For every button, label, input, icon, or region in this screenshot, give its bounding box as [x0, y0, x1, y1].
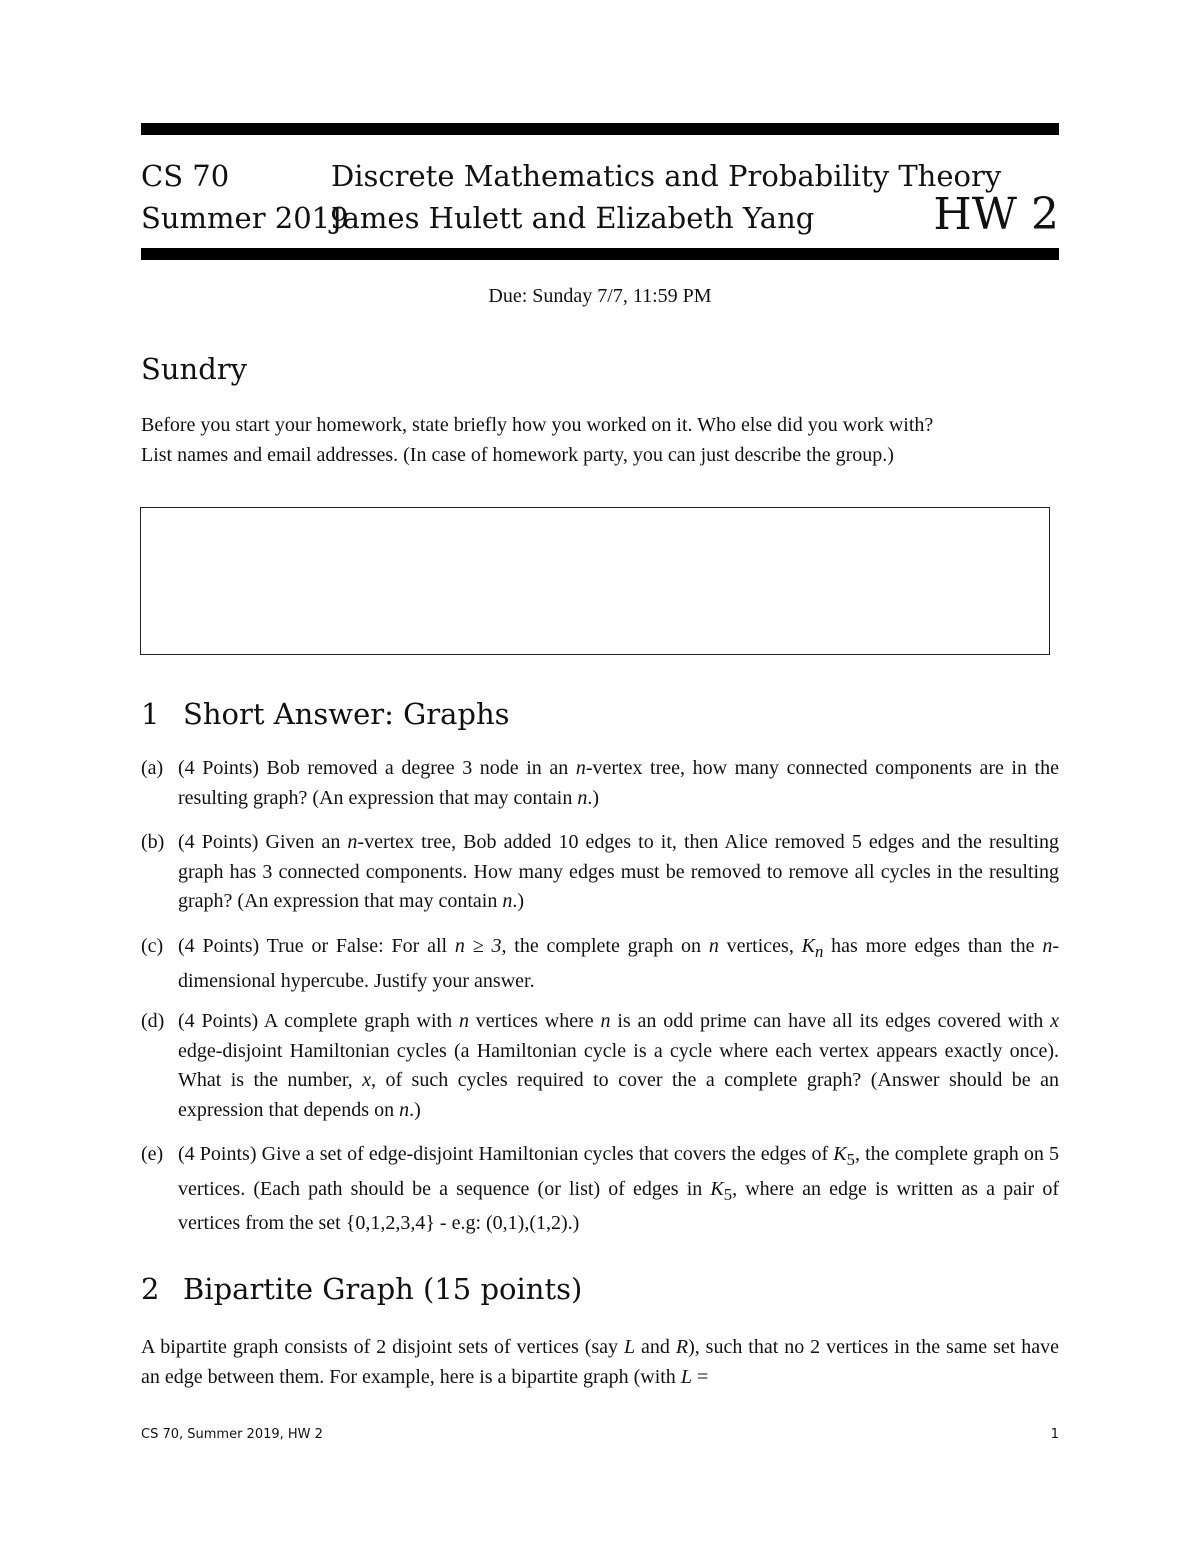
sundry-answer-box[interactable] — [140, 507, 1050, 655]
section-2-intro: A bipartite graph consists of 2 disjoint sets of vertices (say L and R), such that no 2 vertices in the same set have an edge between them. For example, here is a bipartite graph (with L = — [141, 1336, 1059, 1388]
section-1-heading — [141, 697, 510, 731]
section-1-title: Short Answer: Graphs — [183, 697, 510, 731]
question-1b: (b) (4 Points) Given an n-vertex tree, Bob added 10 edges to it, then Alice removed 5 edges and the resulting graph has 3 connected components. How many edges must be removed to remove all cycles in the resulting graph? (An expression that may contain n.) — [141, 831, 1059, 912]
section-2-title: Bipartite Graph (15 points) — [183, 1272, 583, 1306]
page-number: 1 — [1050, 1427, 1059, 1442]
question-1a: (a) (4 Points) Bob removed a degree 3 node in an n-vertex tree, how many connected components are in the resulting graph? (An expression that may contain n.) — [141, 757, 1059, 809]
sundry-instructions — [141, 411, 1059, 470]
course-code: CS 70 — [141, 159, 230, 193]
header-top-rule — [141, 123, 1059, 135]
header-bottom-rule — [141, 248, 1059, 260]
footer-label: CS 70, Summer 2019, HW 2 — [141, 1427, 323, 1442]
course-title: Discrete Mathematics and Probability Theory — [331, 159, 1002, 193]
section-2-number: 2 — [141, 1272, 160, 1306]
section-2-heading — [141, 1272, 583, 1306]
question-1c: (c) (4 Points) True or False: For all n ≥ 3, the complete graph on n vertices, $K_n$ has more edges than the n-dimensional hypercube. Justify your answer. — [141, 935, 1059, 992]
course-term: Summer 2019 — [141, 201, 349, 235]
question-1d: (d) (4 Points) A complete graph with n vertices where n is an odd prime can have all its edges covered with x edge-disjoint Hamiltonian cycles (a Hamiltonian cycle is a cycle where each vertex appears exactly once). What is the number, x, of such cycles required to cover the a complete graph? (Answer should be an expression that depends on n.) — [141, 1010, 1059, 1121]
section-1-number: 1 — [141, 697, 160, 731]
course-instructors: James Hulett and Elizabeth Yang — [331, 201, 815, 235]
assignment-title: HW 2 — [933, 189, 1059, 240]
question-1e: (e) (4 Points) Give a set of edge-disjoint Hamiltonian cycles that covers the edges of $K_5$, the complete graph on 5 vertices. (Each path should be a sequence (or list) of edges in $K_5$, where an edge is written as a pair of vertices from the set {0,1,2,3,4} - e.g: (0,1),(1,2).) — [141, 1143, 1059, 1234]
sundry-line-1: Before you start your homework, state briefly how you worked on it. Who else did you work with? — [141, 414, 934, 436]
due-date: Due: Sunday 7/7, 11:59 PM — [488, 285, 712, 307]
sundry-line-2: List names and email addresses. (In case of homework party, you can just describe the group.) — [141, 443, 894, 466]
sundry-heading: Sundry — [141, 352, 248, 386]
